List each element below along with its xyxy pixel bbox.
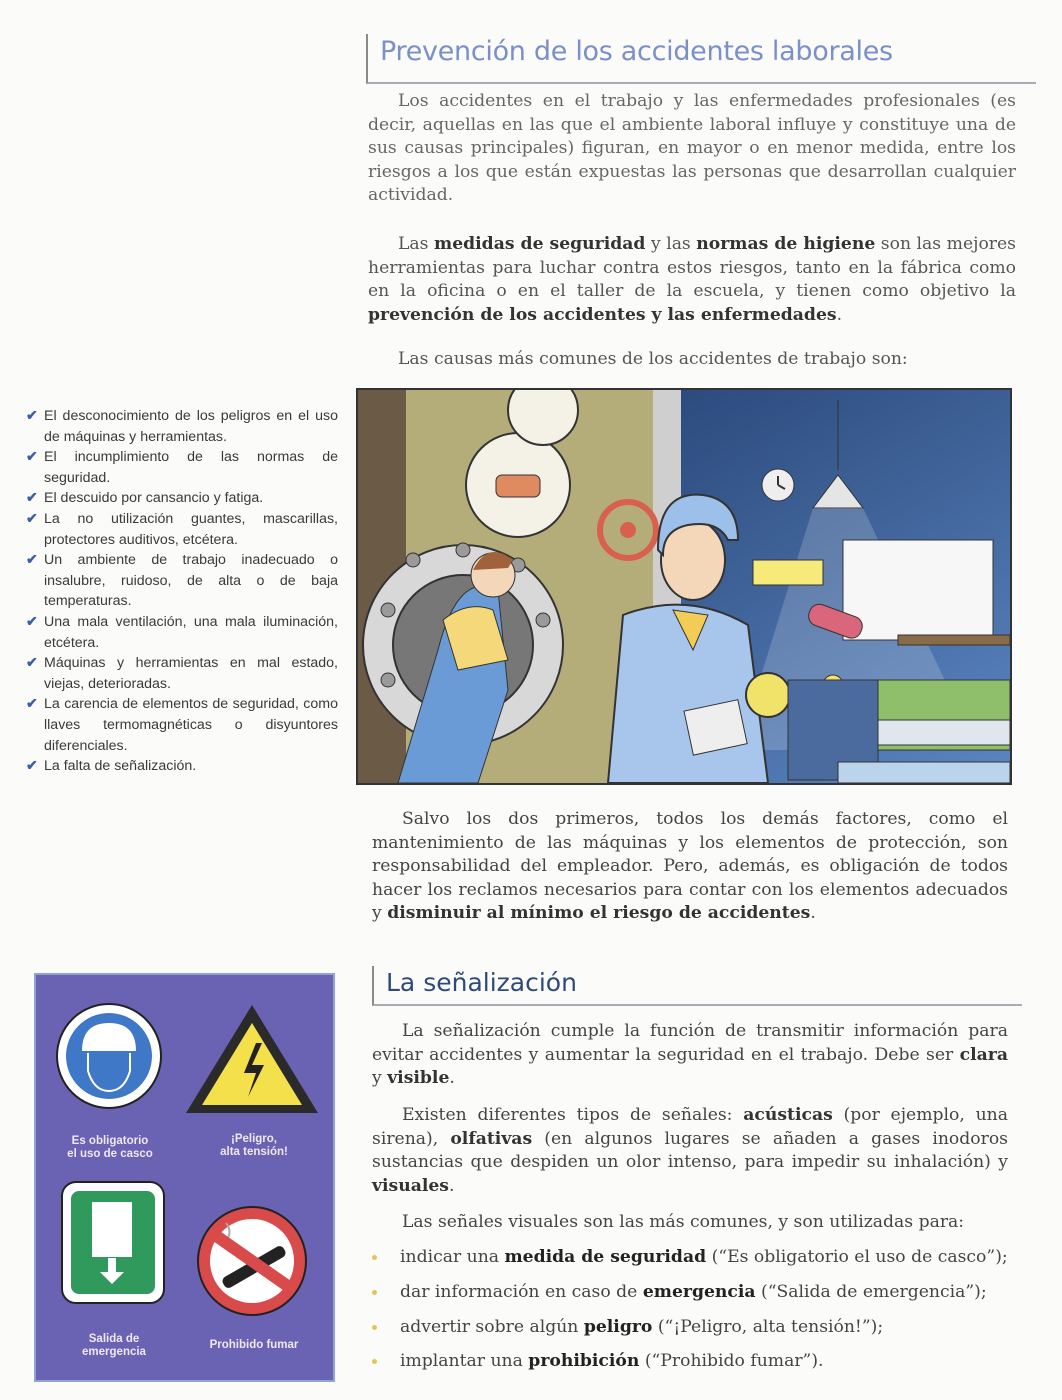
checkmark-icon: ✔: [26, 613, 38, 630]
cause-item: [26, 756, 338, 777]
bold-term: clara: [959, 1044, 1008, 1065]
no-smoking-sign-label: [194, 1339, 314, 1352]
cause-item: [26, 509, 338, 550]
use-item: [372, 1246, 1012, 1270]
cause-text: Una mala ventilación, una mala iluminación, etcétera.: [44, 613, 338, 651]
section-title-signage: [372, 966, 1022, 1006]
bullet-icon: [372, 1255, 377, 1260]
text: (en algunos lugares se añaden a gases inodoros sustancias que despiden un olor intenso, para impedir su inhalación) y: [372, 1128, 1008, 1172]
responsibility-paragraph: [372, 808, 1008, 926]
cause-item: [26, 406, 338, 447]
text: (“Salida de emergencia”);: [755, 1281, 987, 1302]
checkmark-icon: ✔: [26, 655, 38, 672]
workshop-illustration: [356, 388, 1012, 785]
label-line: Salida de: [88, 1333, 140, 1345]
section-title-text: Prevención de los accidentes laborales: [380, 36, 893, 67]
workshop-illustration-svg: [358, 390, 1010, 783]
safety-signs-panel: [34, 973, 335, 1382]
text: Existen diferentes tipos de señales:: [402, 1105, 744, 1125]
checkmark-icon: ✔: [26, 696, 38, 713]
bold-term: medidas de seguridad: [434, 234, 646, 254]
intro-paragraph: Los accidentes en el trabajo y las enfermedades profesionales (es decir, aquellas en las que el ambiente laboral influye y constituye una de sus causas principales) figuran, en mayor o en menor medida, entre los riesgos a los que están expuestas las personas que desarrollan cualquier actividad.: [368, 91, 1016, 205]
checkmark-icon: ✔: [26, 758, 38, 775]
text: (“Es obligatorio el uso de casco”);: [706, 1247, 1008, 1267]
text: y: [372, 1068, 388, 1088]
label-line: ¡Peligro,: [230, 1133, 277, 1145]
label-line: el uso de casco: [67, 1148, 153, 1160]
cause-text: Máquinas y herramientas en mal estado, viejas, deterioradas.: [44, 655, 338, 692]
causes-list: [26, 406, 338, 777]
use-item: [372, 1316, 1012, 1340]
bullet-icon: [372, 1290, 377, 1295]
label-line: emergencia: [82, 1346, 146, 1358]
bullet-icon: [372, 1359, 377, 1364]
section-title-prevention: [366, 34, 1036, 84]
visual-signal-uses-list: [372, 1246, 1012, 1385]
exit-sign-label: [54, 1333, 174, 1359]
text: (por ejemplo, una sirena),: [372, 1105, 1008, 1149]
emergency-exit-sign-icon: [60, 1180, 166, 1305]
bold-term: visuales: [372, 1175, 449, 1196]
cause-item: [26, 612, 338, 653]
text: dar información en caso de: [400, 1281, 643, 1302]
label-line: alta tensión!: [220, 1146, 288, 1158]
label-line: Prohibido fumar: [209, 1339, 299, 1351]
causes-intro: Las causas más comunes de los accidentes de trabajo son:: [398, 349, 908, 369]
label-line: Es obligatorio: [71, 1135, 149, 1147]
cause-text: El desconocimiento de los peligros en el uso de máquinas y herramientas.: [44, 408, 338, 445]
text: Las: [398, 234, 435, 254]
bold-term: prevención de los accidentes y las enfermedades: [368, 304, 837, 325]
helmet-sign-label: [52, 1135, 168, 1161]
bold-term: acústicas: [743, 1105, 833, 1125]
checkmark-icon: ✔: [26, 552, 38, 569]
text: implantar una: [400, 1351, 529, 1372]
bullet-icon: [372, 1325, 377, 1330]
checkmark-icon: ✔: [26, 408, 38, 424]
cause-text: El descuido por cansancio y fatiga.: [44, 490, 264, 507]
text: .: [449, 1068, 455, 1088]
gauge-icon: [746, 673, 790, 717]
text: advertir sobre algún: [400, 1316, 584, 1337]
text: indicar una: [400, 1247, 505, 1267]
bold-term: normas de higiene: [696, 234, 876, 254]
bold-term: peligro: [583, 1316, 653, 1337]
bold-term: prohibición: [528, 1351, 640, 1372]
use-item: [372, 1350, 1012, 1374]
cause-text: La carencia de elementos de seguridad, como llaves termomagnéticas o disyuntores diferenciales.: [44, 696, 338, 754]
mandatory-helmet-sign-icon: [54, 1001, 164, 1111]
bold-term: visible: [387, 1068, 450, 1088]
text: son las mejores herramientas para luchar contra estos riesgos, tanto en la fábrica como en la oficina o en el taller de la escuela, y tienen como objetivo la: [368, 234, 1017, 301]
high-voltage-sign-icon: [182, 1001, 322, 1121]
bold-term: medida de seguridad: [504, 1247, 707, 1267]
text: .: [836, 304, 843, 325]
signage-definition-paragraph: [372, 1020, 1008, 1091]
bold-term: disminuir al mínimo el riesgo de accidentes: [387, 903, 811, 923]
no-smoking-sign-icon: [194, 1203, 310, 1319]
cause-text: El incumplimiento de las normas de seguridad.: [44, 449, 338, 486]
cause-item: [26, 550, 338, 612]
checkmark-icon: ✔: [26, 510, 38, 527]
text: (“¡Peligro, alta tensión!”);: [652, 1316, 884, 1337]
cause-item: [26, 488, 338, 509]
cause-text: La no utilización guantes, mascarillas, protectores auditivos, etcétera.: [44, 510, 338, 548]
bold-term: olfativas: [450, 1128, 533, 1149]
visual-signals-intro: Las señales visuales son las más comunes, y son utilizadas para:: [402, 1212, 965, 1232]
text: Salvo los dos primeros, todos los demás factores, como el mantenimiento de las máquinas y los elementos de protección, son responsabilidad del empleador. Pero, además, es obligación de todos hacer los reclamos necesarios para contar con los elementos adecuados y: [372, 809, 1008, 923]
cause-text: Un ambiente de trabajo inadecuado o insalubre, ruidoso, de alta o de baja temperaturas.: [44, 552, 338, 610]
checkmark-icon: ✔: [26, 490, 38, 507]
checkmark-icon: ✔: [26, 449, 38, 466]
text: La señalización cumple la función de transmitir información para evitar accidentes y aumentar la seguridad en el trabajo. Debe ser: [372, 1021, 1008, 1065]
section-title-text: La señalización: [386, 968, 577, 997]
cause-item: [26, 694, 338, 756]
window: [843, 540, 993, 640]
measures-paragraph: [368, 233, 1016, 327]
text: (“Prohibido fumar”).: [639, 1351, 824, 1372]
cause-item: [26, 447, 338, 488]
use-item: [372, 1281, 1012, 1305]
danger-sign-label: [196, 1133, 312, 1159]
signal-types-paragraph: [372, 1104, 1008, 1198]
text: .: [810, 903, 816, 923]
cause-text: La falta de señalización.: [44, 758, 197, 775]
bold-term: emergencia: [642, 1281, 756, 1302]
cause-item: [26, 653, 338, 694]
text: y las: [645, 234, 697, 254]
text: .: [448, 1175, 455, 1196]
